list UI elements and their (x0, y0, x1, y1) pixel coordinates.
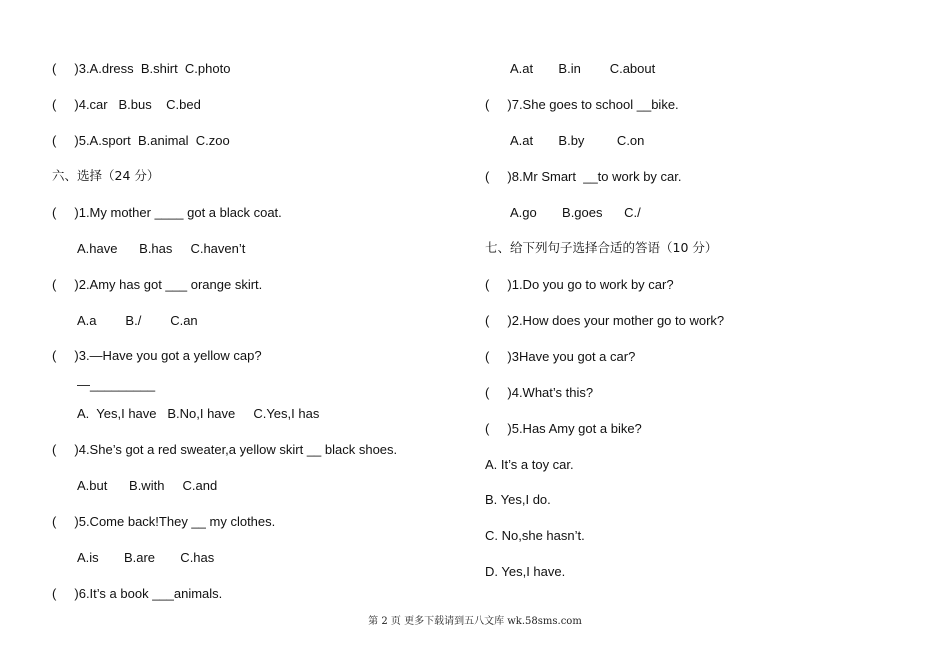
option-line: A.but B.with C.and (77, 478, 218, 493)
option-line: A.have B.has C.haven’t (77, 241, 246, 256)
option-line: A.a B./ C.an (77, 313, 198, 328)
question-line: ( )6.It’s a book ___animals. (52, 586, 223, 601)
question-line: ( )5.Has Amy got a bike? (485, 421, 642, 436)
question-line: ( )5.A.sport B.animal C.zoo (52, 133, 230, 148)
option-line: A.at B.in C.about (510, 61, 656, 76)
question-line: ( )8.Mr Smart __to work by car. (485, 169, 682, 184)
question-line: ( )4.car B.bus C.bed (52, 97, 201, 112)
question-line: ( )1.My mother ____ got a black coat. (52, 205, 282, 220)
option-line: A.go B.goes C./ (510, 205, 641, 220)
section-title: 七、给下列句子选择合适的答语（10 分） (485, 240, 718, 255)
section-title: 六、选择（24 分） (52, 168, 160, 183)
answer-option: D. Yes,I have. (485, 564, 566, 579)
option-line: A.is B.are C.has (77, 550, 215, 565)
question-line: ( )3Have you got a car? (485, 349, 636, 364)
question-line: ( )2.Amy has got ___ orange skirt. (52, 277, 263, 292)
answer-option: A. It’s a toy car. (485, 457, 574, 472)
question-line: ( )2.How does your mother go to work? (485, 313, 725, 328)
question-line: ( )1.Do you go to work by car? (485, 277, 674, 292)
option-line: A. Yes,I have B.No,I have C.Yes,I has (77, 406, 320, 421)
question-line: ( )7.She goes to school __bike. (485, 97, 679, 112)
page-footer: 第 2 页 更多下载请到五八文库 wk.58sms.com (368, 616, 582, 627)
question-line: ( )4.What’s this? (485, 385, 594, 400)
answer-option: B. Yes,I do. (485, 492, 551, 507)
question-line: ( )5.Come back!They __ my clothes. (52, 514, 276, 529)
option-line: A.at B.by C.on (510, 133, 645, 148)
question-line: ( )3.A.dress B.shirt C.photo (52, 61, 231, 76)
question-line: ( )4.She’s got a red sweater,a yellow skirt __ black shoes. (52, 442, 398, 457)
answer-blank: —_________ (77, 377, 156, 392)
question-line: ( )3.—Have you got a yellow cap? (52, 348, 262, 363)
answer-option: C. No,she hasn’t. (485, 528, 585, 543)
